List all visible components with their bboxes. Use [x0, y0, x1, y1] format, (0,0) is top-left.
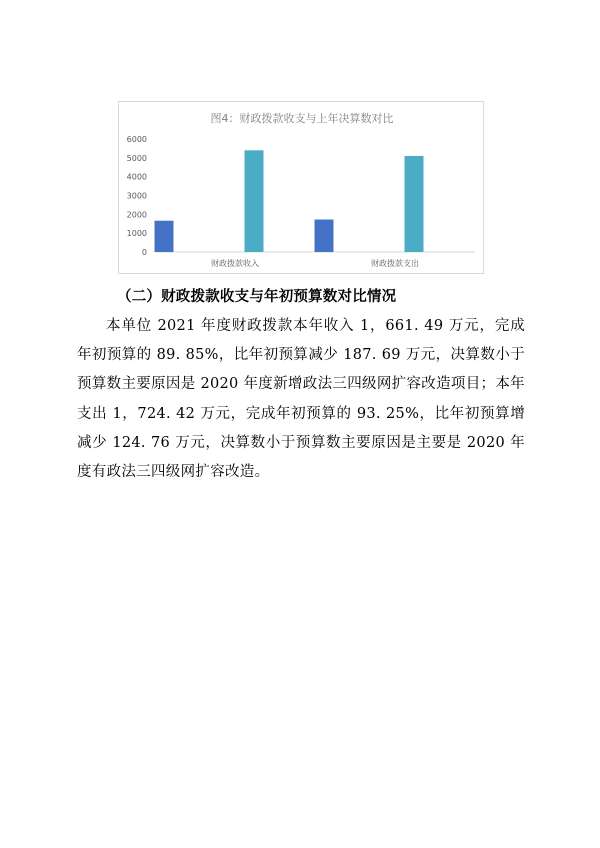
y-tick-label: 2000: [126, 210, 147, 220]
y-tick-label: 0: [141, 248, 147, 257]
body-paragraph: 本单位 2021 年度财政拨款本年收入 1，661. 49 万元，完成年初预算的 89. 85%，比年初预算减少 187. 69 万元，决算数小于预算数主要原因是 2020 年度新增政法三四级网扩容改造项目；本年支出 1，724. 42 万元，完成年初预算的 93. 25%，比年初预算增减少 124. 76 万元，决算数小于预算数主要原因是主要是 2020 年度有政法三四级网扩容改造。: [77, 318, 525, 481]
x-category-label: 财政拨款收入: [211, 259, 259, 268]
chart-title: 图4：财政拨款收支与上年决算数对比: [210, 112, 394, 125]
bar-curr-0: [245, 150, 264, 252]
bar-group: [155, 150, 424, 252]
y-tick-label: 3000: [126, 191, 147, 201]
y-tick-label: 1000: [126, 229, 147, 239]
y-axis-ticks: [127, 135, 147, 257]
chart-container: [118, 101, 484, 274]
y-tick-label: 6000: [126, 135, 147, 144]
y-tick-label: 4000: [126, 172, 147, 182]
bar-prev-0: [155, 221, 174, 252]
section-heading: （二）财政拨款收支与年初预算数对比情况: [117, 289, 397, 305]
category-labels: [211, 258, 419, 268]
y-tick-label: 5000: [126, 153, 147, 163]
bar-prev-1: [315, 220, 334, 252]
bar-curr-1: [405, 156, 424, 252]
x-category-label: 财政拨款支出: [371, 259, 419, 268]
bar-chart: [119, 102, 485, 275]
